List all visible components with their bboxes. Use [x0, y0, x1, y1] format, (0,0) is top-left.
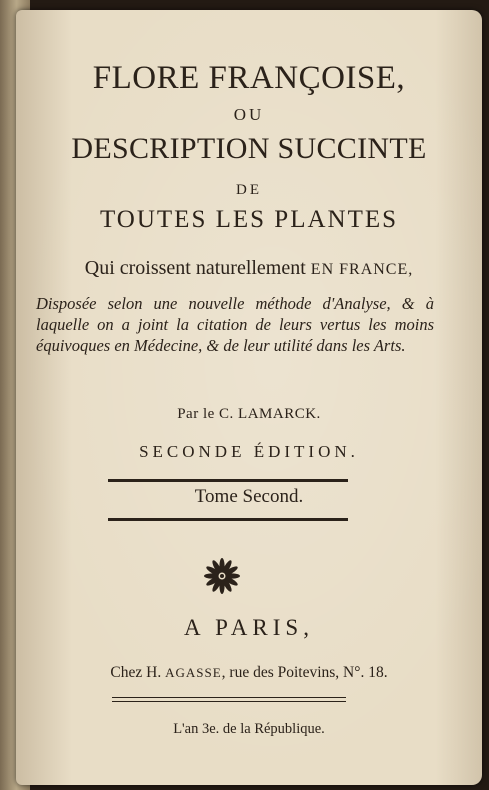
- subtitle: [16, 257, 482, 280]
- city-line: A PARIS,: [184, 615, 314, 640]
- volume-label: Tome Second.: [194, 486, 304, 507]
- subtitle-prefix: Qui croissent naturellement: [84, 257, 306, 279]
- double-rule-bottom: [112, 701, 346, 702]
- title-connector-de: DE: [236, 182, 262, 198]
- fleuron-ornament-icon: [202, 556, 242, 596]
- publisher-prefix: Chez H.: [110, 664, 162, 681]
- publisher-line: [16, 664, 482, 682]
- publisher-address: , rue des Poitevins, N°. 18.: [221, 664, 388, 681]
- title-page: [16, 10, 482, 785]
- date-line: L'an 3e. de la République.: [173, 721, 325, 737]
- title-line-1: FLORE FRANÇOISE,: [92, 60, 406, 96]
- title-connector-ou: OU: [233, 105, 265, 124]
- title-line-3: TOUTES LES PLANTES: [99, 206, 399, 233]
- description-paragraph: Disposée selon une nouvelle méthode d'Analyse, & à laquelle on a joint la citation de leurs vertus les moins équivoques en Médecine, & de leur utilité dans les Arts.: [36, 294, 434, 355]
- rule-top: [108, 479, 348, 482]
- title-line-2: DESCRIPTION SUCCINTE: [71, 132, 427, 165]
- author-prefix: Par le C.: [177, 406, 234, 422]
- double-rule-top: [112, 697, 346, 698]
- publisher-name: AGASSE: [165, 665, 222, 680]
- rule-bottom: [108, 518, 348, 521]
- subtitle-place: EN FRANCE,: [310, 261, 414, 278]
- author-line: [16, 406, 482, 423]
- edition-line: SECONDE ÉDITION.: [139, 442, 359, 461]
- author-name: LAMARCK.: [238, 406, 321, 422]
